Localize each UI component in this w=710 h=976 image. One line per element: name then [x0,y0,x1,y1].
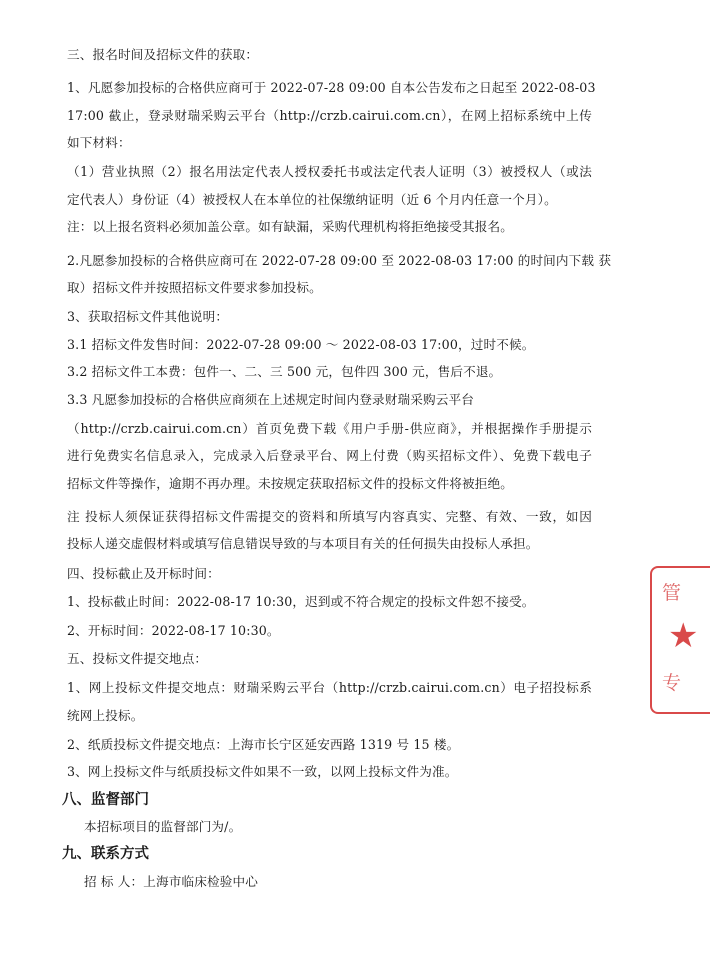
text-line: 3、网上投标文件与纸质投标文件如果不一致，以网上投标文件为准。 [67,764,458,779]
text-line: 注：以上报名资料必须加盖公章。如有缺漏，采购代理机构将拒绝接受其报名。 [67,219,514,234]
text-line: 1、网上投标文件提交地点：财瑞采购云平台（http://crzb.cairui.com.cn）电子招投标系 [67,680,592,695]
text-line: 1、凡愿参加投标的合格供应商可于 2022-07-28 09:00 自本公告发布之日起至 2022-08-03 [67,80,596,95]
text-line: 3.2 招标文件工本费：包件一、二、三 500 元，包件四 300 元，售后不退。 [67,364,502,379]
section9-heading: 九、联系方式 [62,846,149,862]
text-line: 取）招标文件并按照招标文件要求参加投标。 [67,280,322,295]
contact-line: 招 标 人：上海市临床检验中心 [84,874,258,889]
section8-heading: 八、监督部门 [62,792,149,808]
stamp-char: 管 [662,582,682,604]
text-line: 2、开标时间：2022-08-17 10:30。 [67,623,280,638]
text-line: 进行免费实名信息录入，完成录入后登录平台、网上付费（购买招标文件）、免费下载电子 [67,448,592,463]
text-line: （http://crzb.cairui.com.cn）首页免费下载《用户手册-供应商》，并根据操作手册提示 [67,421,592,436]
official-seal-stamp [650,566,710,714]
text-line: 17:00 截止，登录财瑞采购云平台（http://crzb.cairui.com.cn），在网上招标系统中上传 [67,108,592,123]
stamp-star-icon: ★ [668,616,699,656]
text-line: 定代表人）身份证（4）被授权人在本单位的社保缴纳证明（近 6 个月内任意一个月）。 [67,192,557,207]
section4-title: 四、投标截止及开标时间： [67,566,220,581]
text-line: 2.凡愿参加投标的合格供应商可在 2022-07-28 09:00 至 2022-08-03 17:00 的时间内下载 获 [67,253,612,268]
text-line: 1、投标截止时间：2022-08-17 10:30，迟到或不符合规定的投标文件恕不接受。 [67,594,535,609]
text-line: 招标文件等操作，逾期不再办理。未按规定获取招标文件的投标文件将被拒绝。 [67,476,514,491]
text-line: 注 投标人须保证获得招标文件需提交的资料和所填写内容真实、完整、有效、一致，如因 [67,509,592,524]
text-line: 2、纸质投标文件提交地点：上海市长宁区延安西路 1319 号 15 楼。 [67,737,460,752]
stamp-char: 专 [662,672,682,694]
text-line: 3.1 招标文件发售时间：2022-07-28 09:00 ～ 2022-08-03 17:00，过时不候。 [67,337,535,352]
text-line: 3.3 凡愿参加投标的合格供应商须在上述规定时间内登录财瑞采购云平台 [67,392,474,407]
section5-title: 五、投标文件提交地点： [67,651,208,666]
section3-title: 三、报名时间及招标文件的获取： [67,47,259,62]
text-line: 统网上投标。 [67,708,144,723]
section8-paragraph: 本招标项目的监督部门为/。 [84,819,242,834]
text-line: 3、获取招标文件其他说明： [67,309,229,324]
text-line: （1）营业执照（2）报名用法定代表人授权委托书或法定代表人证明（3）被授权人（或法 [67,164,592,179]
text-line: 投标人递交虚假材料或填写信息错误导致的与本项目有关的任何损失由投标人承担。 [67,536,539,551]
text-line: 如下材料： [67,135,131,150]
